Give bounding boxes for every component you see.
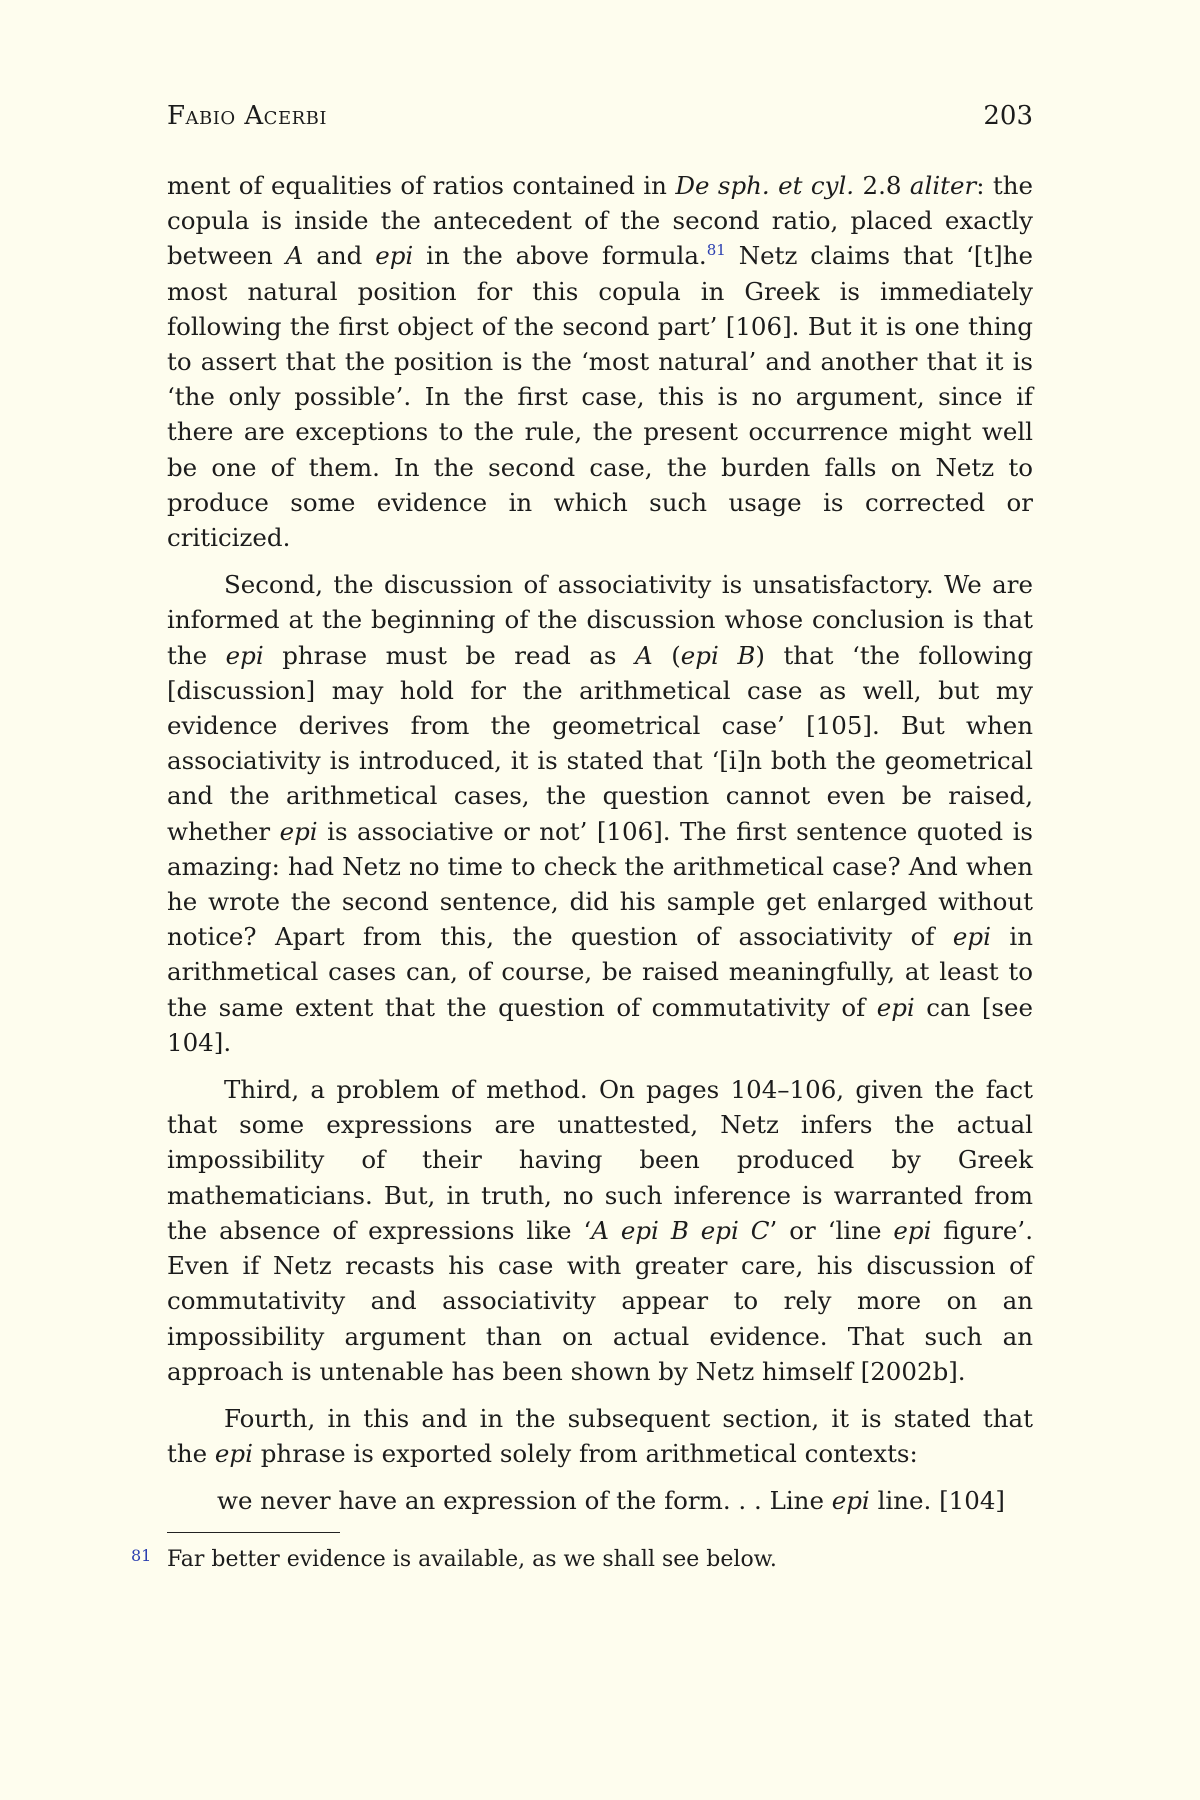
italic-text: epi bbox=[225, 640, 264, 670]
running-head bbox=[167, 98, 1033, 134]
italic-text: De sph. et cyl. bbox=[675, 171, 855, 200]
text-run: Fourth, in this and in the subsequent section, it is stated that the bbox=[167, 1403, 1033, 1469]
footnote-rule bbox=[167, 1532, 340, 1533]
paragraph bbox=[167, 1072, 1033, 1389]
text-run: is associative or not’ [106]. The first sentence quoted is amazing: had Netz no time to check the arithmetical case? And when he wrote the second sentence, did his sample get enlarged without notice? Apart from this, the question of associativity of bbox=[167, 816, 1034, 952]
italic-text: A epi B epi C bbox=[591, 1215, 770, 1245]
paragraph bbox=[167, 168, 1033, 555]
text-run: : the copula is inside the antecedent of the second ratio, placed exactly between bbox=[167, 171, 1034, 271]
italic-text: epi bbox=[375, 241, 414, 271]
text-run: line. [104] bbox=[869, 1486, 1005, 1516]
text-run: Netz claims that ‘[t]he most natural position for this copula in Greek is immediately following the first object of the second part’ [106]. But it is one thing to assert that the position is the ‘most natural’ and another that it is ‘the only possible’. In the first case, this is no argument, since if there are exceptions to the rule, the present occurrence might well be one of them. In the second case, the burden falls on Netz to produce some evidence in which such usage is corrected or criticized. bbox=[167, 241, 1033, 553]
text-run: ) that ‘the following [discussion] may hold for the arithmetical case as well, but my evidence derives from the geometrical case’ [105]. But when associativity is introduced, it is stated that ‘[i]n both the geometrical and the arithmetical cases, the question cannot even be raised, whether bbox=[167, 640, 1033, 846]
italic-text: A bbox=[285, 241, 304, 271]
body-text bbox=[167, 168, 1033, 1519]
paragraph bbox=[167, 567, 1033, 1060]
text-run: Third, a problem of method. On pages 104–106, given the fact that some expressions are unattested, Netz infers the actual impossibility of their having been produced by Greek mathematicians. But, in truth, no such inference is warranted from the absence of expressions like ‘ bbox=[167, 1075, 1033, 1245]
block-quote bbox=[167, 1483, 1033, 1518]
italic-text: epi B bbox=[680, 640, 756, 670]
text-run: can [see 104]. bbox=[167, 992, 1034, 1057]
footnote bbox=[131, 1545, 1033, 1575]
page-number: 203 bbox=[983, 101, 1033, 131]
italic-text: epi bbox=[893, 1215, 932, 1245]
text-run: phrase must be read as bbox=[263, 640, 635, 670]
italic-text: epi bbox=[876, 992, 915, 1022]
text-run: ment of equalities of ratios contained in bbox=[167, 171, 676, 200]
text-run: in arithmetical cases can, of course, be raised meaningfully, at least to the same extent that the question of commutativity of bbox=[167, 922, 1033, 1022]
italic-text: epi bbox=[952, 922, 991, 952]
text-run: and bbox=[303, 241, 376, 271]
paragraph bbox=[167, 1401, 1033, 1471]
text-run: 2.8 bbox=[854, 171, 910, 200]
text-run: figure’. Even if Netz recasts his case with greater care, his discussion of commutativity and associativity appear to rely more on an impossibility argument than on actual evidence. That such an approach is untenable has been shown by Netz himself [2002b]. bbox=[167, 1215, 1033, 1386]
page bbox=[131, 0, 1034, 1800]
footnote-reference[interactable]: 81 bbox=[706, 241, 726, 260]
text-run: we never have an expression of the form. . . Line bbox=[217, 1486, 832, 1516]
running-head-author: Fabio Acerbi bbox=[167, 101, 327, 131]
text-run: ( bbox=[652, 640, 681, 670]
text-run: Second, the discussion of associativity is unsatisfactory. We are informed at the beginning of the discussion whose conclusion is that the bbox=[167, 570, 1033, 670]
italic-text: epi bbox=[214, 1439, 253, 1469]
italic-text: epi bbox=[831, 1486, 870, 1516]
italic-text: aliter bbox=[909, 171, 977, 200]
italic-text: epi bbox=[279, 816, 318, 846]
footnote-text: Far better evidence is available, as we shall see below. bbox=[167, 1547, 777, 1572]
text-run: phrase is exported solely from arithmetical contexts: bbox=[252, 1439, 918, 1469]
footnote-number: 81 bbox=[131, 1546, 152, 1565]
italic-text: A bbox=[635, 640, 653, 670]
text-run: in the above formula. bbox=[413, 241, 707, 271]
text-run: ’ or ‘line bbox=[769, 1215, 894, 1245]
